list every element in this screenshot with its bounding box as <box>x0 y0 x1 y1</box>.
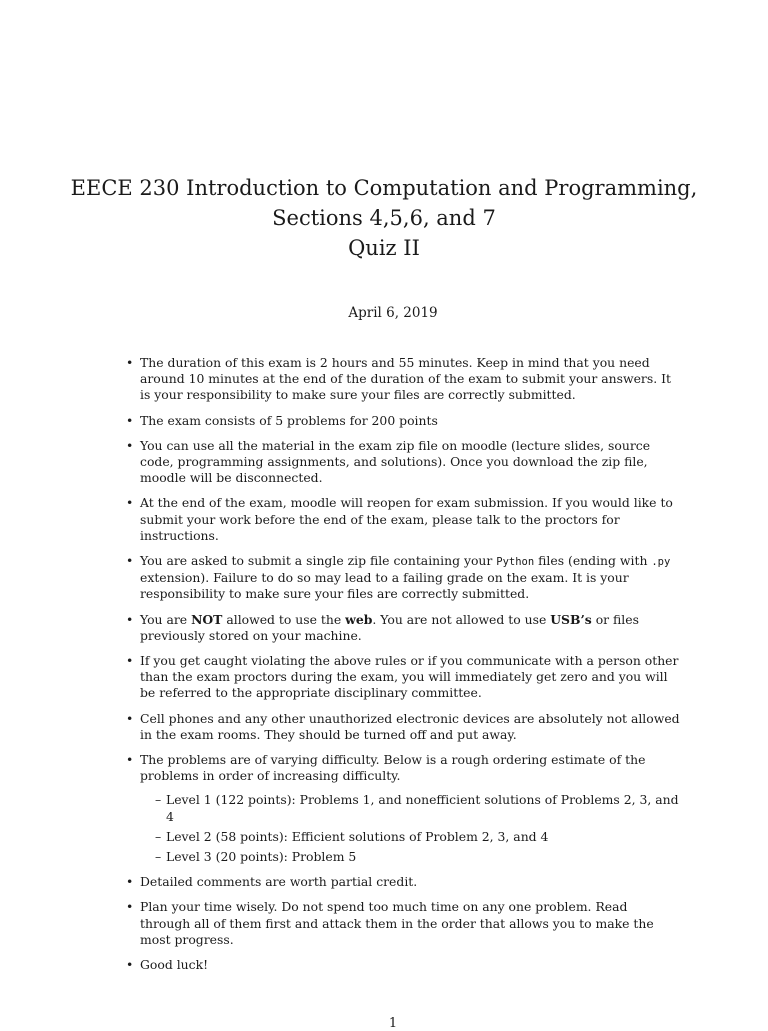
rule-submission: • At the end of the exam, moodle will reopen for exam submission. If you would like to submit your work before the end of the exam, please talk to the proctors for instructions. <box>140 495 680 544</box>
rule-zip-text-a: You are asked to submit a single zip file containing your <box>140 553 497 569</box>
rule-web-text-b: allowed to use the <box>222 611 346 627</box>
rule-no-web <box>140 612 680 644</box>
course-title: EECE 230 Introduction to Computation and Programming, <box>70 176 698 200</box>
rule-difficulty <box>140 752 680 865</box>
rule-devices: • Cell phones and any other unauthorized electronic devices are absolutely not allowed in the exam rooms. They should be turned off and put away. <box>140 711 680 743</box>
rule-duration: • The duration of this exam is 2 hours and 55 minutes. Keep in mind that you need around 10 minutes at the end of the duration of the exam to submit your answers. It is your responsibility to make sure your files are correctly submitted. <box>140 355 680 404</box>
quiz-name: Quiz II <box>348 236 420 260</box>
sections-line: Sections 4,5,6, and 7 <box>272 206 496 230</box>
rule-web-text-c: . You are not allowed to use <box>372 611 551 627</box>
exam-title <box>60 173 708 263</box>
rule-web-text-a: You are <box>140 611 192 627</box>
exam-date: April 6, 2019 <box>348 305 438 321</box>
rule-allowed-material: • You can use all the material in the exam zip file on moodle (lecture slides, source code, programming assignments, and solutions). Once you download the zip file, moodle will be disconnected. <box>140 438 680 487</box>
exam-rules-list <box>140 355 680 982</box>
level-2-item: – Level 2 (58 points): Efficient solutions of Problem 2, 3, and 4 <box>166 829 680 845</box>
emphasis-not: NOT <box>191 611 223 627</box>
level-3-item: – Level 3 (20 points): Problem 5 <box>166 849 680 865</box>
page-number: 1 <box>388 1016 398 1031</box>
level-1-item: – Level 1 (122 points): Problems 1, and nonefficient solutions of Problems 2, 3, and 4 <box>166 792 680 824</box>
rule-web-text-d: or files previously stored on your machine. <box>140 611 639 643</box>
difficulty-levels-list <box>140 792 680 865</box>
rule-zip-file <box>140 553 680 603</box>
rule-zip-text-b: files (ending with <box>534 553 652 569</box>
emphasis-web: web <box>345 611 373 627</box>
rule-problem-count: • The exam consists of 5 problems for 200 points <box>140 413 680 429</box>
rule-good-luck: • Good luck! <box>140 957 680 973</box>
emphasis-usb: USB’s <box>550 611 592 627</box>
rule-zip-text-c: extension). Failure to do so may lead to a failing grade on the exam. It is your responsibility to make sure your files are correctly submitted. <box>140 570 629 602</box>
rule-difficulty-text: The problems are of varying difficulty. Below is a rough ordering estimate of the problems in order of increasing difficulty. <box>140 752 646 784</box>
rule-comments: • Detailed comments are worth partial credit. <box>140 874 680 890</box>
py-extension-code-term: .py <box>651 556 671 569</box>
rule-violation: • If you get caught violating the above rules or if you communicate with a person other than the exam proctors during the exam, you will immediately get zero and you will be referred to the appropriate disciplinary committee. <box>140 653 680 702</box>
rule-time-plan: • Plan your time wisely. Do not spend too much time on any one problem. Read through all of them first and attack them in the order that allows you to make the most progress. <box>140 899 680 948</box>
python-code-term: Python <box>496 556 535 569</box>
